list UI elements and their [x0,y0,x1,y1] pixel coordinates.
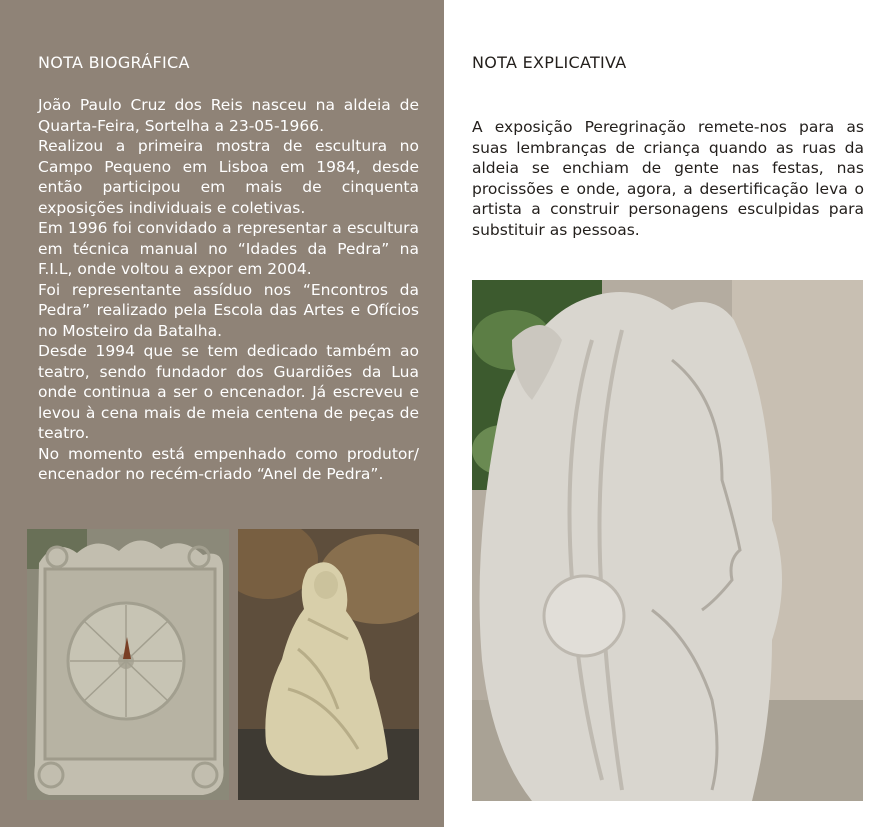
biography-paragraph: João Paulo Cruz dos Reis nasceu na aldeia de Quarta-Feira, Sortelha a 23-05-1966. [38,96,419,135]
explanation-panel [444,0,886,827]
biography-paragraph: Foi representante assíduo nos “Encontros da Pedra” realizado pela Escola das Artes e Ofícios no Mosteiro da Batalha. [38,280,419,340]
seated-figure-sculpture-photo [238,529,419,800]
explanation-heading: NOTA EXPLICATIVA [472,53,627,72]
biography-heading: NOTA BIOGRÁFICA [38,53,190,72]
explanation-text: A exposição Peregrinação remete-nos para as suas lembranças de criança quando as ruas da aldeia se enchiam de gente nas festas, nas procissões e onde, agora, a desertificação leva o artista a construir personagens esculpidas para substituir as pessoas. [472,118,864,239]
biography-text [38,95,419,485]
biography-paragraph: Desde 1994 que se tem dedicado também ao teatro, sendo fundador dos Guardiões da Lua onde continua a ser o encenador. Já escreveu e levou à cena mais de meia centena de peças de teatro. [38,342,419,442]
biography-paragraph: Em 1996 foi convidado a representar a escultura em técnica manual no “Idades da Pedra” na F.I.L, onde voltou a expor em 2004. [38,219,419,278]
faces-sculpture-photo [472,280,863,801]
biography-paragraph: No momento está empenhado como produtor/ encenador no recém-criado “Anel de Pedra”. [38,444,419,483]
sundial-sculpture-photo [27,529,229,800]
biography-paragraph: Realizou a primeira mostra de escultura no Campo Pequeno em Lisboa em 1984, desde então participou em mais de cinquenta exposições individuais e coletivas. [38,137,419,217]
